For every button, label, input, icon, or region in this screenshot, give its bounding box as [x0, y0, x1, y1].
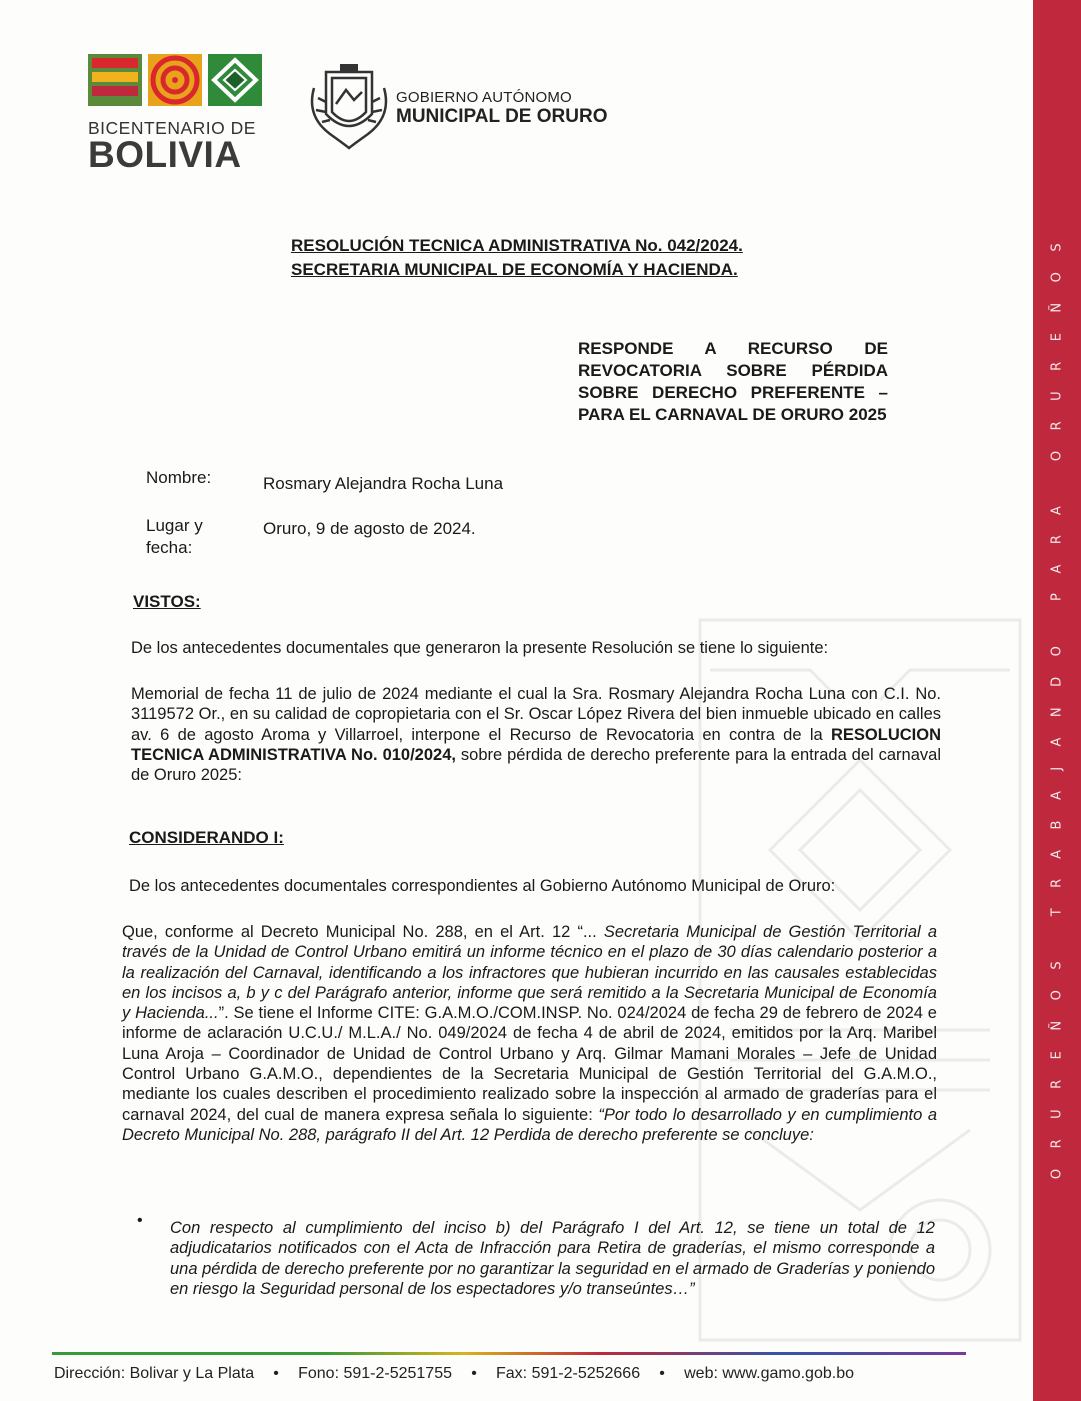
- bolivia-label: BOLIVIA: [88, 134, 242, 175]
- considerando-intro: De los antecedentes documentales correspondientes al Gobierno Autónomo Municipal de Oruro:: [129, 877, 836, 895]
- vistos-memorial: [131, 684, 941, 785]
- footer-separator: •: [273, 1365, 279, 1382]
- footer-fax: Fax: 591-2-5252666: [496, 1365, 641, 1382]
- side-strip-text: ORUREÑOS TRABAJANDO PARA ORUREÑOS: [1049, 222, 1065, 1179]
- footer-divider: [52, 1352, 966, 1355]
- footer: [54, 1365, 854, 1383]
- memorial-text-bold: RESOLUCION TECNICA ADMINISTRATIVA No. 010/2024,: [131, 725, 941, 764]
- vistos-heading: VISTOS:: [133, 592, 201, 611]
- footer-address: Dirección: Bolivar y La Plata: [54, 1365, 255, 1382]
- memorial-text-b: sobre pérdida de derecho preferente para la entrada del carnaval de Oruro 2025:: [131, 745, 941, 785]
- vistos-intro: De los antecedentes documentales que generaron la presente Resolución se tiene lo siguiente:: [131, 639, 829, 657]
- footer-web: web: www.gamo.gob.bo: [684, 1365, 854, 1382]
- p1-text-italic: Secretaria Municipal de Gestión Territorial a través de la Unidad de Control Urbano emitirá un informe técnico en el plazo de 30 días calendario posterior a la realización del Carnaval, identificando a los infractores que hubieran incurrido en las causales establecidas en los incisos a, b y c del Parágrafo anterior, informe que será remitido a la Secretaria Municipal de Economía y Hacienda...: [122, 923, 937, 1023]
- footer-phone: Fono: 591-2-5251755: [298, 1365, 452, 1382]
- p1-text-a: Que, conforme al Decreto Municipal No. 288, en el Art. 12 “...: [122, 923, 604, 941]
- gamo-line2: MUNICIPAL DE ORURO: [396, 106, 608, 127]
- resolution-title: RESOLUCIÓN TECNICA ADMINISTRATIVA No. 042/2024.: [291, 236, 743, 255]
- p1-text-b: ”. Se tiene el Informe CITE: G.A.M.O./COM.INSP. No. 024/2024 de fecha 29 de febrero de 2024 e informe de aclaración U.C.U./ M.L.A./ No. 049/2024 de fecha 4 de abril de 2024, emitidos por la Arq. Maribel Luna Aroja – Coordinador de Unidad de Control Urbano y Arq. Gilmar Mamani Morales – Jefe de Unidad Control Urbano G.A.M.O., dependientes de la Secretaria Municipal de Gestión Territorial del G.A.M.O., mediante los cuales describen el procedimiento realizado sobre la inspección al armado de graderías para el carnaval 2024, del cual de manera expresa señala lo siguiente:: [122, 1004, 937, 1124]
- resolution-summary: RESPONDE A RECURSO DE REVOCATORIA SOBRE PÉRDIDA SOBRE DERECHO PREFERENTE – PARA EL CARNAVAL DE ORURO 2025: [578, 339, 888, 424]
- footer-separator: •: [659, 1365, 665, 1382]
- memorial-text-a: Memorial de fecha 11 de julio de 2024 mediante el cual la Sra. Rosmary Alejandra Rocha Luna con C.I. No. 3119572 Or., en su calidad de copropietaria con el Sr. Oscar López Rivera del bien inmueble ubicado en calles av. 6 de agosto Aroma y Villarroel, interpone el Recurso de Revocatoria en contra de la: [131, 685, 941, 744]
- place-value: Oruro, 9 de agosto de 2024.: [263, 519, 476, 538]
- considerando-paragraph: [122, 922, 937, 1145]
- gamo-coat-of-arms-icon: [304, 64, 394, 152]
- bicentenario-label: BICENTENARIO DE: [88, 118, 256, 138]
- gamo-line1: GOBIERNO AUTÓNOMO: [396, 89, 572, 106]
- p1-text-quote: “Por todo lo desarrollado y en cumplimiento a Decreto Municipal No. 288, parágrafo II del Art. 12 Perdida de derecho preferente se concluye:: [122, 1105, 937, 1144]
- side-strip: [1033, 0, 1081, 1401]
- bullet-text: Con respecto al cumplimiento del inciso b) del Parágrafo I del Art. 12, se tiene un total de 12 adjudicatarios notificados con el Acta de Infracción para Retira de graderías, el mismo corresponde a una pérdida de derecho preferente por no garantizar la seguridad en el armado de Graderías y poniendo en riesgo la Seguridad personal de los espectadores y/o transeúntes…”: [170, 1219, 936, 1298]
- bicentenario-emblem-icon: [88, 52, 264, 110]
- considerando-heading: CONSIDERANDO I:: [129, 828, 284, 847]
- bicentenario-logo: [88, 52, 268, 175]
- place-label-1: Lugar y: [146, 516, 203, 535]
- name-label: Nombre:: [146, 468, 212, 487]
- bullet-symbol: •: [137, 1212, 143, 1229]
- place-label-2: fecha:: [146, 538, 193, 557]
- secretaria-title: SECRETARIA MUNICIPAL DE ECONOMÍA Y HACIENDA.: [291, 260, 738, 279]
- name-value: Rosmary Alejandra Rocha Luna: [263, 474, 504, 493]
- footer-separator: •: [471, 1365, 477, 1382]
